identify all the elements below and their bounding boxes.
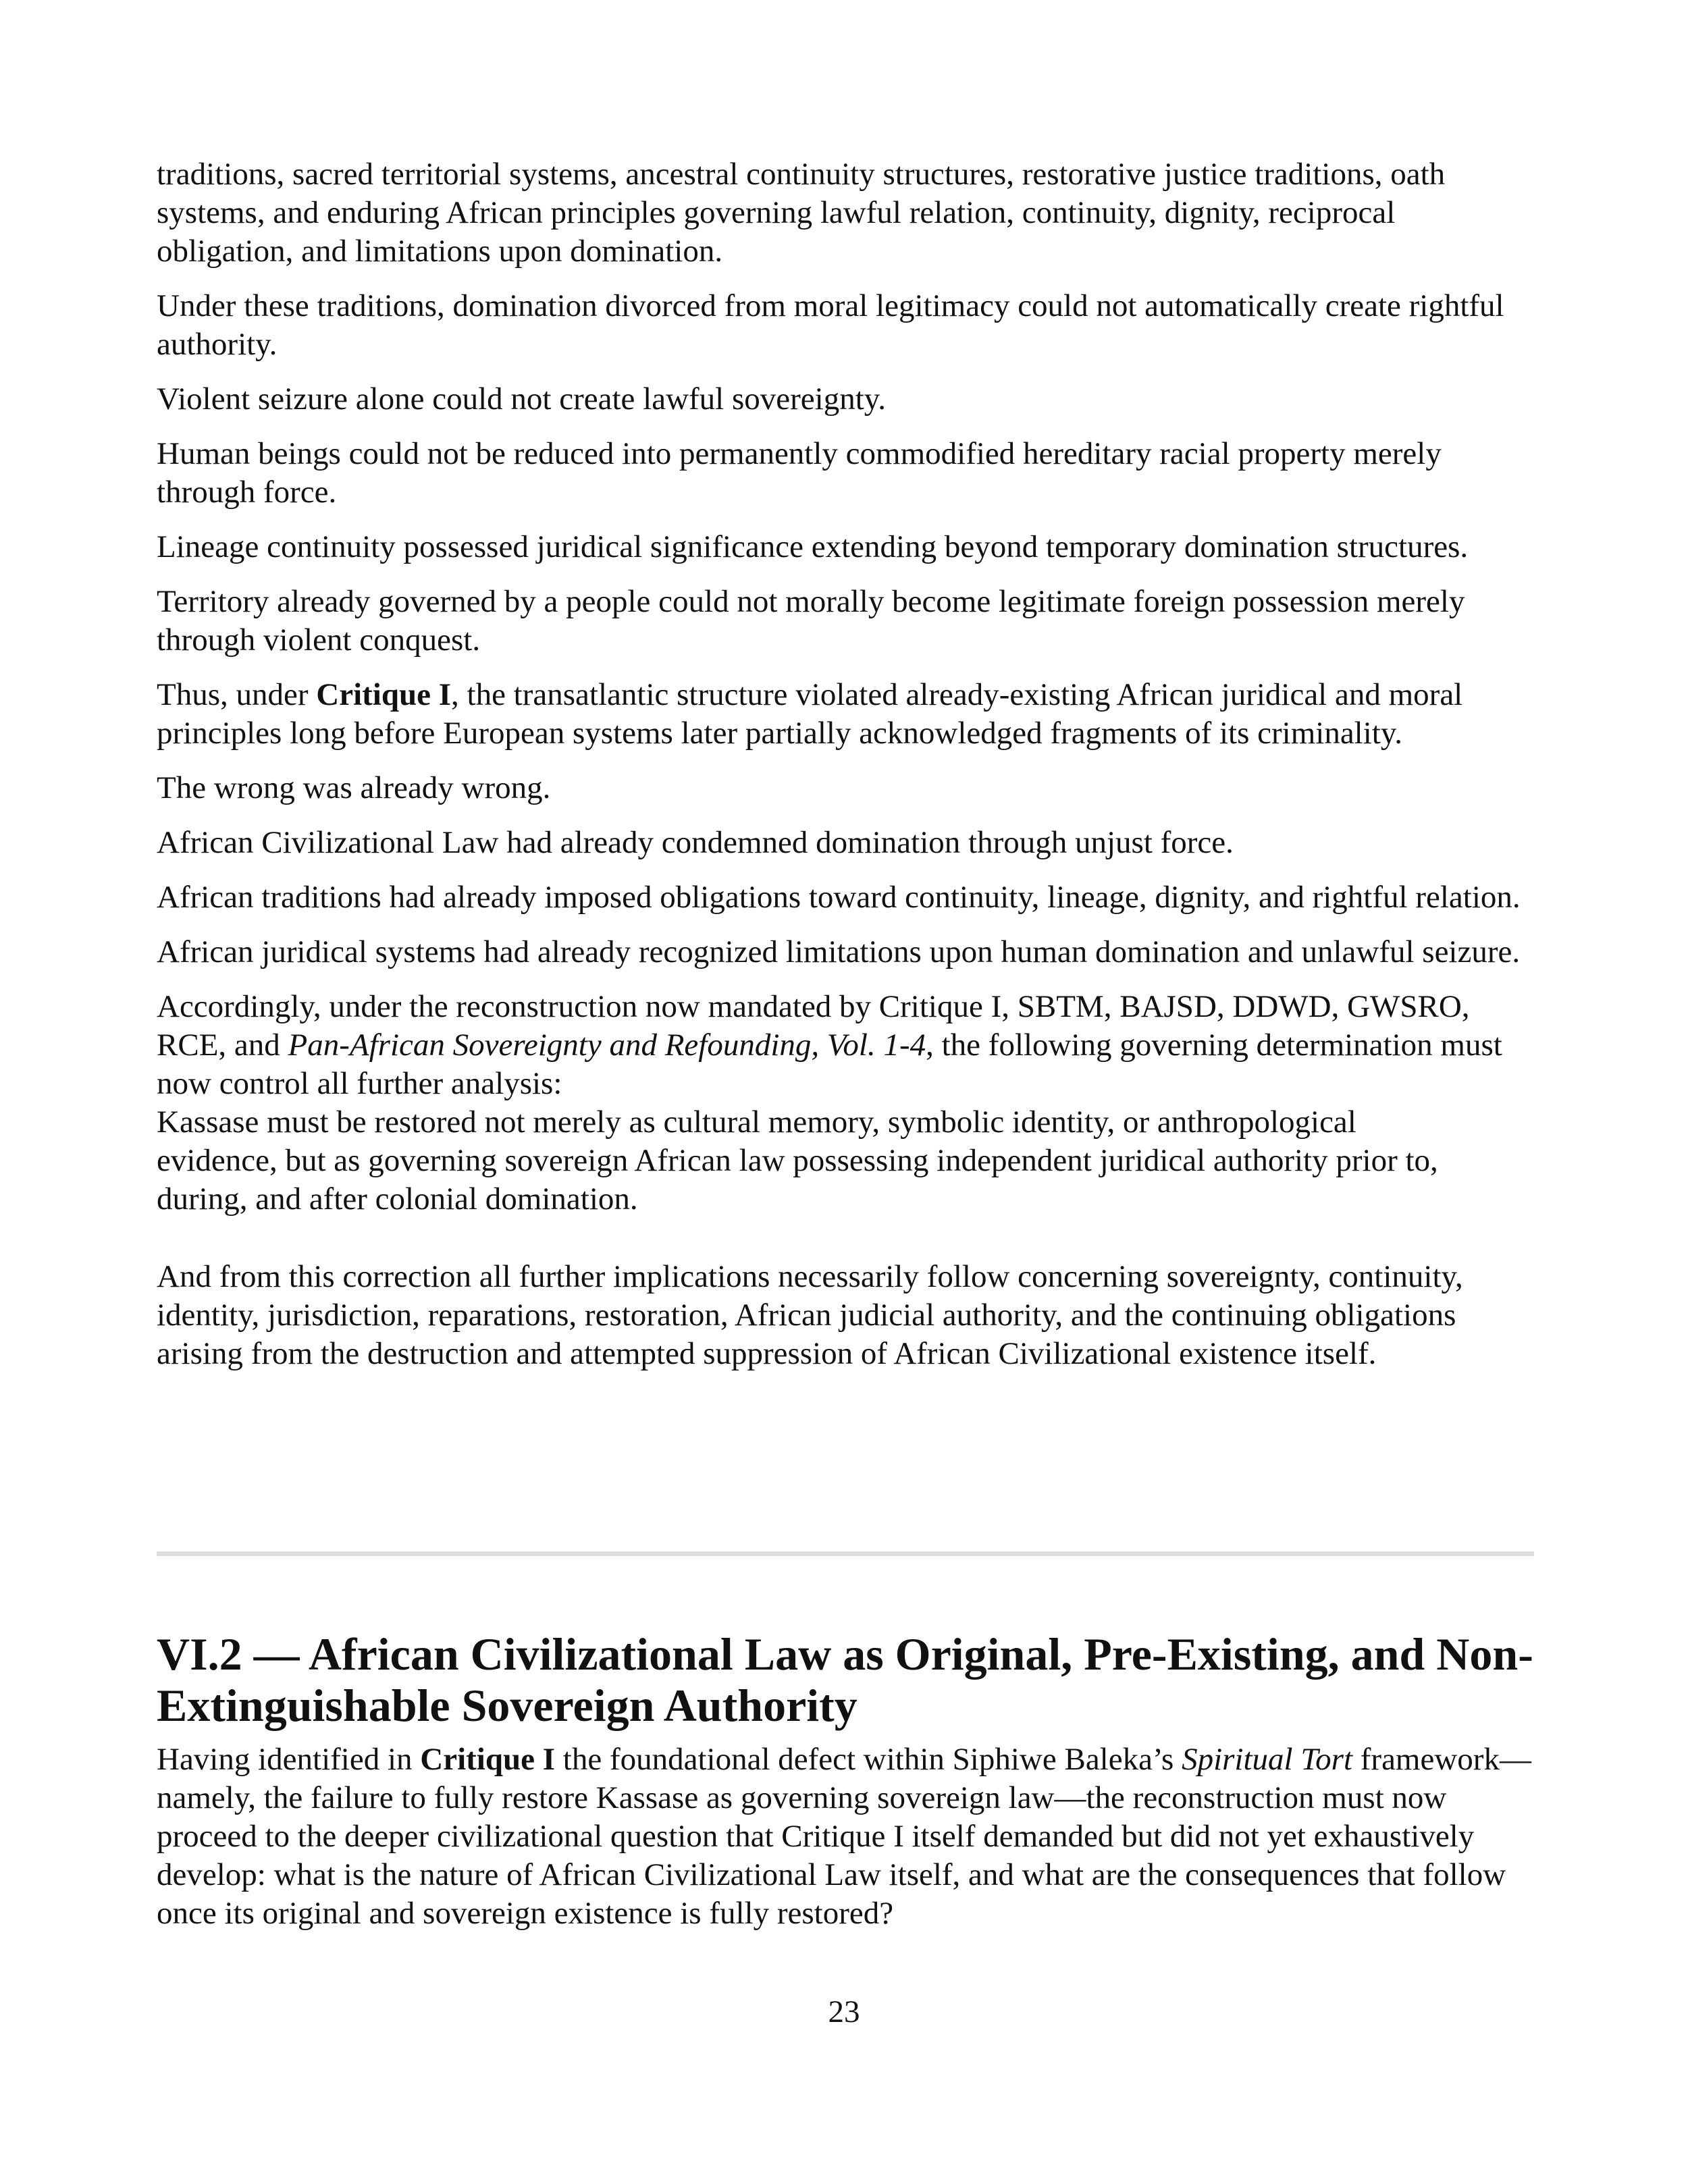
paragraph-wrong: The wrong was already wrong. xyxy=(157,770,551,805)
body-text xyxy=(157,155,1534,1389)
spiritual-tort-italic: Spiritual Tort xyxy=(1182,1742,1353,1777)
paragraph-territory: Territory already governed by a people could not morally become legitimate foreign possession merely through violent conquest. xyxy=(157,584,1465,658)
thus-text-end: , the transatlantic structure violated already-existing African juridical and moral principles long before European systems later partially acknowledged fragments of its criminality. xyxy=(157,677,1463,751)
paragraph-condemned: African Civilizational Law had already condemned domination through unjust force. xyxy=(157,825,1234,860)
paragraph-human-beings: Human beings could not be reduced into permanently commodified hereditary racial property merely through force. xyxy=(157,436,1442,510)
paragraph-thus xyxy=(157,676,1534,753)
section-intro-paragraph xyxy=(157,1740,1534,1933)
page-number: 23 xyxy=(828,1994,860,2029)
critique-reference-bold: Critique I xyxy=(316,677,452,712)
book-title-italic: Pan-African Sovereignty and Refounding, Vol. 1-4 xyxy=(288,1028,926,1063)
paragraph-limitations: African juridical systems had already recognized limitations upon human domination and unlawful seizure. xyxy=(157,934,1521,969)
paragraph-violent-seizure: Violent seizure alone could not create lawful sovereignty. xyxy=(157,381,886,417)
paragraph-lineage: Lineage continuity possessed juridical significance extending beyond temporary domination structures. xyxy=(157,529,1469,564)
paragraph-traditions: traditions, sacred territorial systems, ancestral continuity structures, restorative justice traditions, oath systems, and enduring African principles governing lawful relation, continuity, dignity, reciprocal obligation, and limitations upon domination. xyxy=(157,157,1446,269)
section-text-2: the foundational defect within Siphiwe Baleka’s xyxy=(555,1742,1182,1777)
accordingly-text-start: Accordingly, under the reconstruction now mandated by Critique I, SBTM, BAJSD, DDWD, GWSRO, RCE, and xyxy=(157,989,1470,1063)
section-heading: VI.2 — African Civilizational Law as Original, Pre-Existing, and Non-Extinguishable Sovereign Authority xyxy=(157,1628,1533,1731)
section-vi-2 xyxy=(157,1628,1534,1933)
section-critique-bold: Critique I xyxy=(420,1742,556,1777)
paragraph-accordingly xyxy=(157,988,1534,1103)
paragraph-domination: Under these traditions, domination divorced from moral legitimacy could not automatically create rightful authority. xyxy=(157,288,1504,362)
block-quote: Kassase must be restored not merely as cultural memory, symbolic identity, or anthropological evidence, but as governing sovereign African law possessing independent juridical authority prior to, during, and after colonial domination. xyxy=(157,1104,1438,1217)
section-text-3: framework—namely, the failure to fully restore Kassase as governing sovereign law—the reconstruction must now proceed to the deeper civilizational question that Critique I itself demanded but did not yet exhaustively develop: what is the nature of African Civilizational Law itself, and what are the consequences that follow once its original and sovereign existence is fully restored? xyxy=(157,1742,1531,1931)
section-divider xyxy=(157,1551,1534,1556)
thus-text-start: Thus, under xyxy=(157,677,317,712)
paragraph-obligations: African traditions had already imposed obligations toward continuity, lineage, dignity, and rightful relation. xyxy=(157,880,1521,915)
accordingly-text-end: , the following governing determination must now control all further analysis: xyxy=(157,1028,1502,1101)
paragraph-closing: And from this correction all further implications necessarily follow concerning sovereignty, continuity, identity, jurisdiction, reparations, restoration, African judicial authority, and the continuing obligations arising from the destruction and attempted suppression of African Civilizational existence itself. xyxy=(157,1259,1463,1371)
section-text-1: Having identified in xyxy=(157,1742,421,1777)
